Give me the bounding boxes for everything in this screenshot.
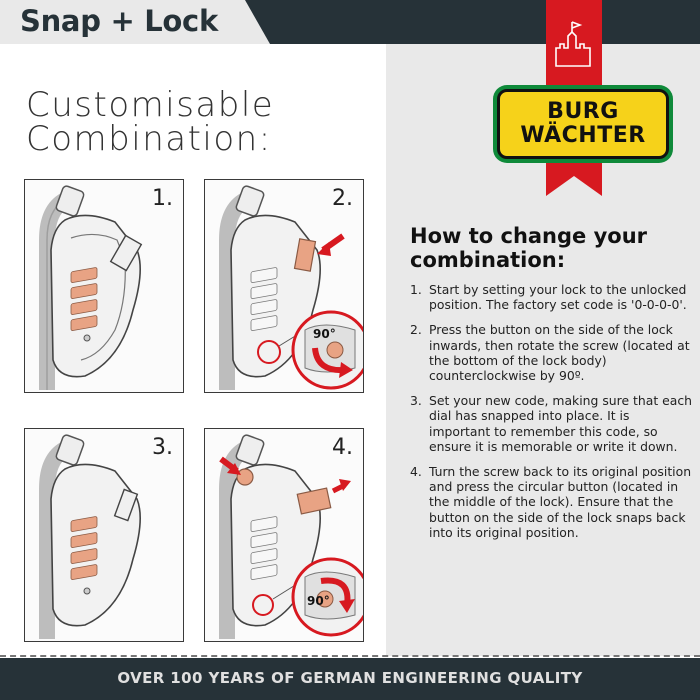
step-number: 1. <box>410 282 422 297</box>
instructions-steps <box>410 282 692 550</box>
brand-logo-line1: BURG <box>547 99 619 124</box>
main-heading-line1: Customisable <box>26 85 275 125</box>
step-panel-number: 2. <box>332 186 353 211</box>
footer-divider <box>0 655 700 657</box>
step-text: Set your new code, making sure that each dial has snapped into place. It is important to remember this code, so ensure it is memorable or write it down. <box>429 393 693 454</box>
step-text: Press the button on the side of the lock inwards, then rotate the screw (located at the bottom of the lock body) counterclockwise by 90º. <box>429 322 690 384</box>
footer-band <box>0 658 700 700</box>
step-panel-3 <box>24 428 184 642</box>
lock-illustration-3-icon <box>25 429 184 642</box>
step-panel-2 <box>204 179 364 393</box>
step-panel-1 <box>24 179 184 393</box>
step-panel-number: 4. <box>332 435 353 460</box>
instruction-step <box>410 282 692 312</box>
step-panel-number: 3. <box>152 435 173 460</box>
step-number: 3. <box>410 393 422 409</box>
rotation-label: 90° <box>313 327 336 341</box>
instruction-step <box>410 322 692 383</box>
brand-logo-plate <box>497 89 669 159</box>
brand-logo <box>493 85 673 163</box>
instructions-title: How to change your combination: <box>410 224 648 272</box>
step-panel-4 <box>204 428 364 642</box>
instruction-step <box>410 464 692 540</box>
step-number: 4. <box>410 464 422 480</box>
lock-illustration-2-icon <box>205 180 364 393</box>
lock-illustration-4-icon <box>205 429 364 642</box>
step-text: Turn the screw back to its original position and press the circular button (located in the middle of the lock). Ensure that the button on the side of the lock snaps back into its original position. <box>429 464 692 540</box>
brand-logo-line2: WÄCHTER <box>520 123 646 148</box>
main-heading-line2: Combination: <box>26 119 272 159</box>
footer-tagline: OVER 100 YEARS OF GERMAN ENGINEERING QUALITY <box>117 669 583 687</box>
step-number: 2. <box>410 322 422 338</box>
header-title: Snap + Lock <box>20 4 218 38</box>
step-panel-number: 1. <box>152 186 173 211</box>
instruction-step <box>410 393 692 454</box>
main-heading <box>26 85 366 159</box>
lock-illustration-1-icon <box>25 180 184 393</box>
rotation-label: 90° <box>307 594 330 608</box>
step-text: Start by setting your lock to the unlocked position. The factory set code is '0-0-0-0'. <box>429 282 687 313</box>
